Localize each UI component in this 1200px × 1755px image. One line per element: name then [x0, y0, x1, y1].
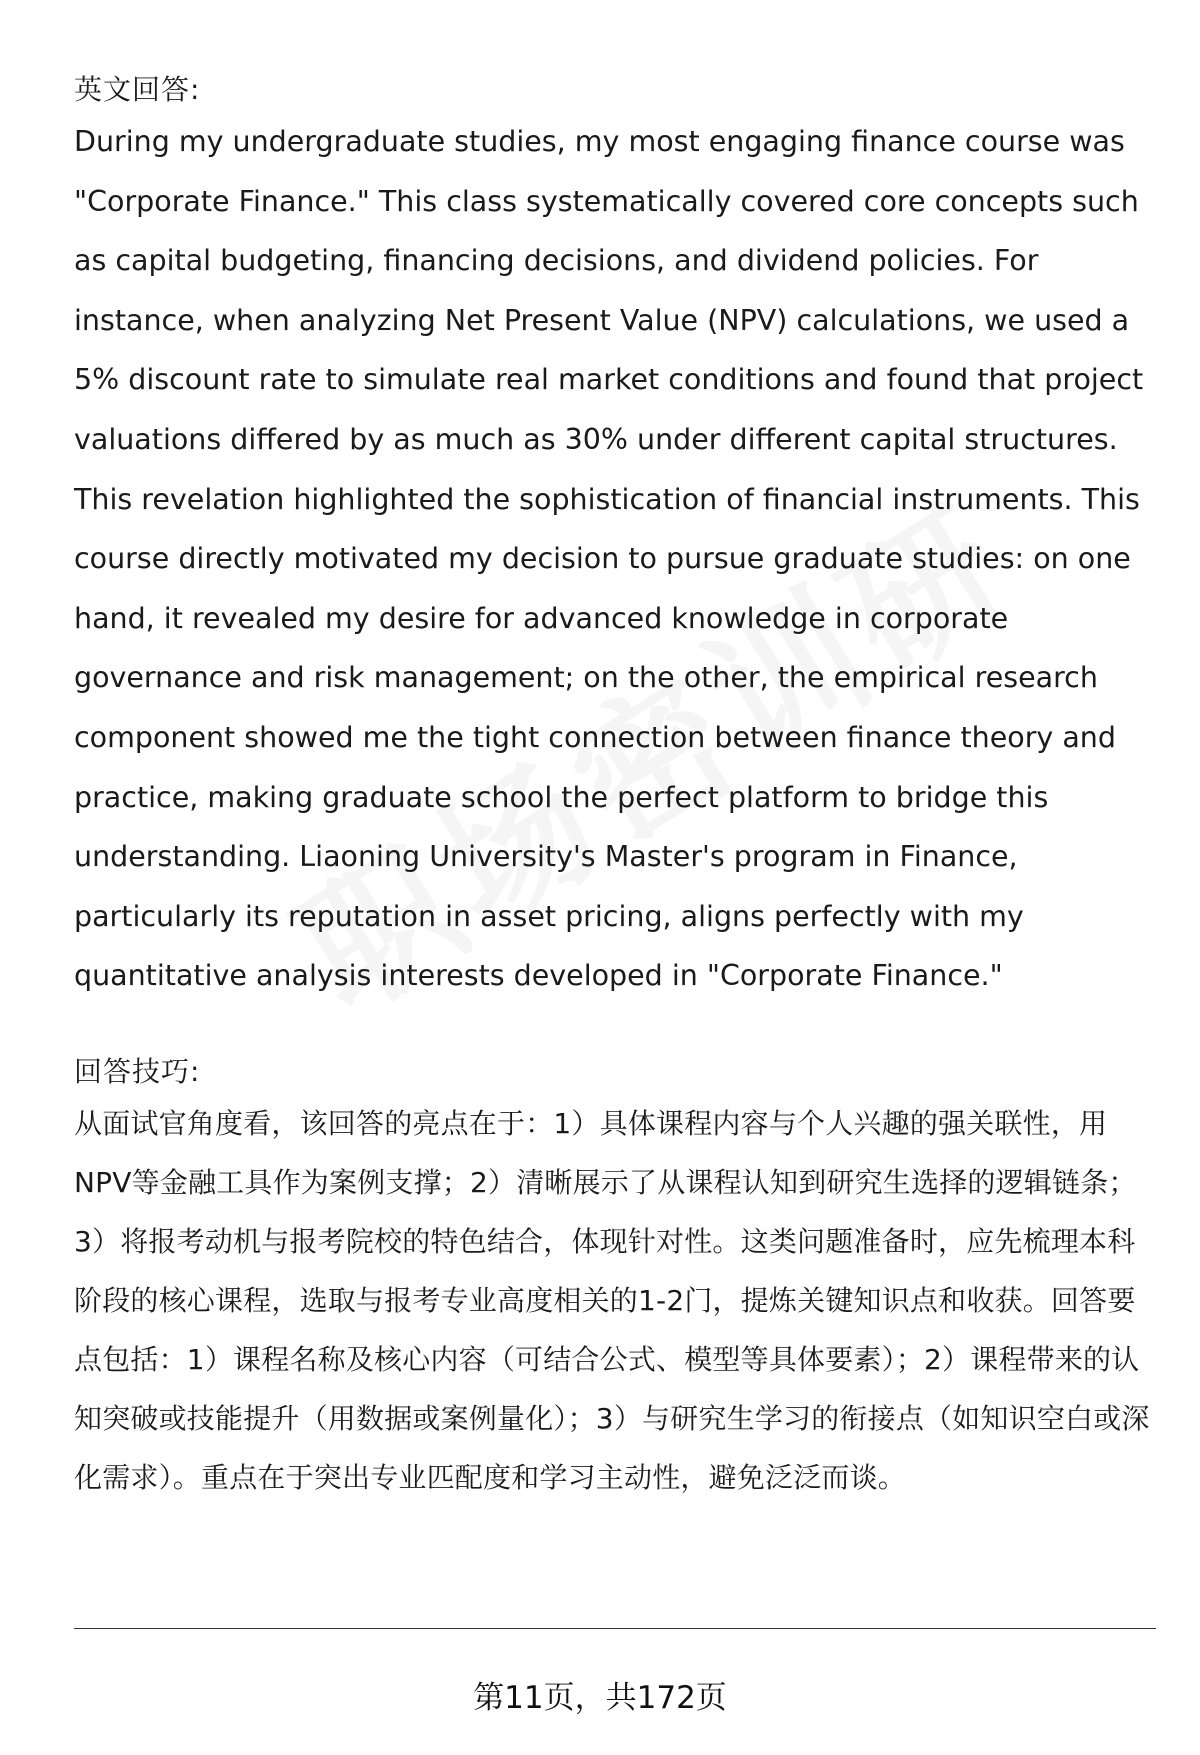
answer-paragraph: During my undergraduate studies, my most engaging finance course was "Corporate Finance." This class systematically covered core concepts such as capital budgeting, financing decisions, and dividend policies. For instance, when analyzing Net Present Value (NPV) calculations, we used a 5% discount rate to simulate real market conditions and found that project valuations differed by as much as 30% under different capital structures. This revelation highlighted the sophistication of financial instruments. This course directly motivated my decision to pursue graduate studies: on one hand, it revealed my desire for advanced knowledge in corporate governance and risk management; on the other, the empirical research component showed me the tight connection between finance theory and practice, making graduate school the perfect platform to bridge this understanding. Liaoning University's Master's program in Finance, particularly its reputation in asset pricing, aligns perfectly with my quantitative analysis interests developed in "Corporate Finance.": [74, 125, 1144, 993]
tips-heading: 回答技巧:: [74, 1054, 201, 1088]
page-content: [74, 68, 1154, 1507]
footer-divider: [74, 1628, 1156, 1629]
page-number: 第11页，共172页: [473, 1680, 727, 1716]
answer-heading: 英文回答:: [74, 73, 201, 106]
tips-paragraph: 从面试官角度看，该回答的亮点在于：1）具体课程内容与个人兴趣的强关联性，用NPV等金融工具作为案例支撑；2）清晰展示了从课程认知到研究生选择的逻辑链条；3）将报考动机与报考院校的特色结合，体现针对性。这类问题准备时，应先梳理本科阶段的核心课程，选取与报考专业高度相关的1-2门，提炼关键知识点和收获。回答要点包括：1）课程名称及核心内容（可结合公式、模型等具体要素）；2）课程带来的认知突破或技能提升（用数据或案例量化）；3）与研究生学习的衔接点（如知识空白或深化需求）。重点在于突出专业匹配度和学习主动性，避免泛泛而谈。: [74, 1106, 1150, 1494]
